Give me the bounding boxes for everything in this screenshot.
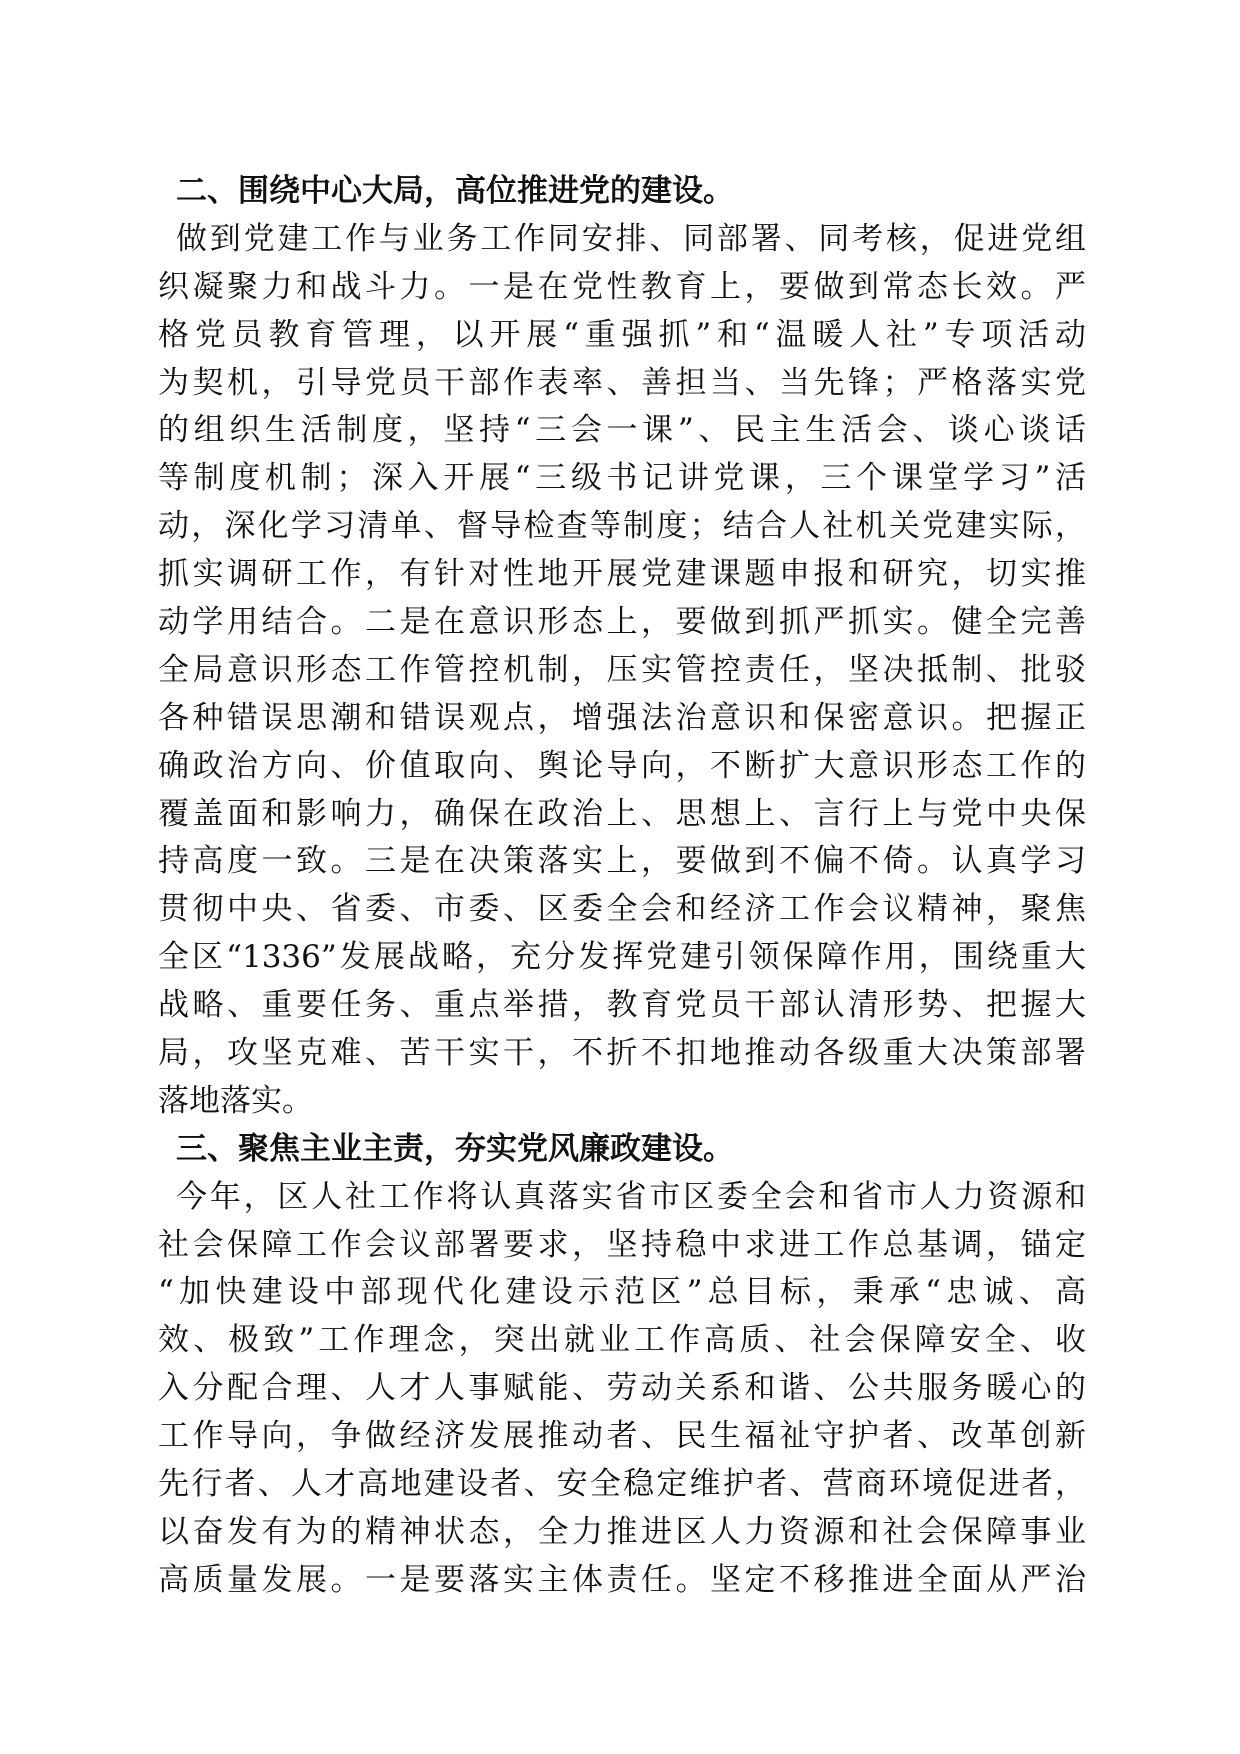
- paragraph-line: 局，攻坚克难、苦干实干，不折不扣地推动各级重大决策部署: [158, 1035, 1086, 1072]
- paragraph-line: 动，深化学习清单、督导检查等制度；结合人社机关党建实际，: [158, 508, 1086, 545]
- section-2-paragraph: [158, 216, 1086, 1126]
- paragraph-line: 先行者、人才高地建设者、安全稳定维护者、营商环境促进者，: [158, 1466, 1086, 1503]
- paragraph-line: 确政治方向、价值取向、舆论导向，不断扩大意识形态工作的: [158, 747, 1086, 784]
- paragraph-line: 效、极致”工作理念，突出就业工作高质、社会保障安全、收: [158, 1322, 1086, 1359]
- paragraph-line: 持高度一致。三是在决策落实上，要做到不偏不倚。认真学习: [158, 843, 1086, 880]
- paragraph-line: 全区“1336”发展战略，充分发挥党建引领保障作用，围绕重大: [158, 939, 1086, 976]
- paragraph-line: 等制度机制；深入开展“三级书记讲党课，三个课堂学习”活: [158, 460, 1086, 497]
- paragraph-line: 覆盖面和影响力，确保在政治上、思想上、言行上与党中央保: [158, 795, 1086, 832]
- paragraph-line: 今年，区人社工作将认真落实省市区委全会和省市人力资源和: [176, 1178, 1086, 1215]
- document-body: [158, 168, 1086, 1605]
- paragraph-line: 各种错误思潮和错误观点，增强法治意识和保密意识。把握正: [158, 699, 1086, 736]
- paragraph-line: 的组织生活制度，坚持“三会一课”、民主生活会、谈心谈话: [158, 412, 1086, 449]
- paragraph-line: 格党员教育管理，以开展“重强抓”和“温暖人社”专项活动: [158, 316, 1086, 353]
- paragraph-line: 动学用结合。二是在意识形态上，要做到抓严抓实。健全完善: [158, 604, 1086, 641]
- paragraph-line: 贯彻中央、省委、市委、区委全会和经济工作会议精神，聚焦: [158, 891, 1086, 928]
- paragraph-line: 高质量发展。一是要落实主体责任。坚定不移推进全面从严治: [158, 1561, 1086, 1598]
- paragraph-line: 落地落实。: [158, 1082, 313, 1119]
- paragraph-line: 全局意识形态工作管控机制，压实管控责任，坚决抵制、批驳: [158, 651, 1086, 688]
- section-3-paragraph: [158, 1174, 1086, 1605]
- paragraph-line: “加快建设中部现代化建设示范区”总目标，秉承“忠诚、高: [158, 1274, 1086, 1311]
- paragraph-line: 战略、重要任务、重点举措，教育党员干部认清形势、把握大: [158, 987, 1086, 1024]
- paragraph-line: 为契机，引导党员干部作表率、善担当、当先锋；严格落实党: [158, 364, 1086, 401]
- paragraph-line: 织凝聚力和战斗力。一是在党性教育上，要做到常态长效。严: [158, 268, 1086, 305]
- paragraph-line: 社会保障工作会议部署要求，坚持稳中求进工作总基调，锚定: [158, 1226, 1086, 1263]
- section-heading-2: 二、围绕中心大局，高位推进党的建设。: [176, 173, 734, 209]
- paragraph-line: 工作导向，争做经济发展推动者、民生福祉守护者、改革创新: [158, 1418, 1086, 1455]
- section-heading-3: 三、聚焦主业主责，夯实党风廉政建设。: [176, 1130, 734, 1167]
- paragraph-line: 以奋发有为的精神状态，全力推进区人力资源和社会保障事业: [158, 1513, 1086, 1550]
- paragraph-line: 抓实调研工作，有针对性地开展党建课题申报和研究，切实推: [158, 556, 1086, 593]
- paragraph-line: 入分配合理、人才人事赋能、劳动关系和谐、公共服务暖心的: [158, 1370, 1086, 1407]
- paragraph-line: 做到党建工作与业务工作同安排、同部署、同考核，促进党组: [176, 220, 1086, 257]
